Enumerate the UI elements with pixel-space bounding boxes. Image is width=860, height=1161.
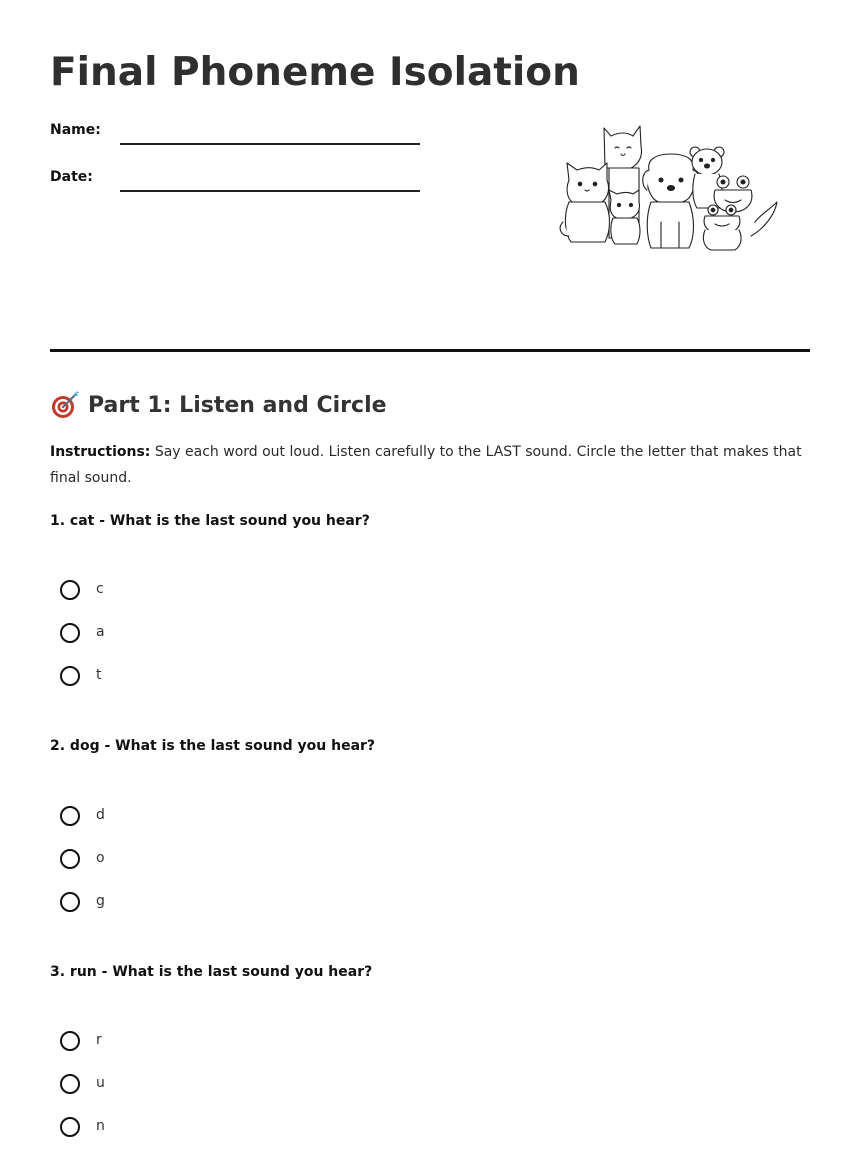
option-label: c [96,581,104,597]
question-2-option-o[interactable] [60,845,105,871]
question-2-option-d[interactable] [60,802,105,828]
date-label: Date: [50,169,93,185]
radio-circle[interactable] [60,623,80,643]
question-3-option-r[interactable] [60,1027,102,1053]
radio-circle[interactable] [60,1031,80,1051]
option-label: t [96,667,102,683]
option-label: a [96,624,105,640]
page-title: Final Phoneme Isolation [50,50,580,95]
radio-circle[interactable] [60,1117,80,1137]
question-2: 2. dog - What is the last sound you hear? [50,738,376,754]
radio-circle[interactable] [60,892,80,912]
part1-heading-text: Part 1: Listen and Circle [88,392,387,418]
question-1: 1. cat - What is the last sound you hear? [50,513,370,529]
instructions [50,439,810,491]
instructions-text: Say each word out loud. Listen carefully to the LAST sound. Circle the letter that makes that final sound. [50,444,802,486]
question-1-option-c[interactable] [60,576,104,602]
question-3: 3. run - What is the last sound you hear? [50,964,373,980]
name-field[interactable] [120,143,420,145]
part1-heading [50,390,387,420]
target-dart-icon [50,390,80,420]
radio-circle[interactable] [60,1074,80,1094]
option-label: n [96,1118,105,1134]
question-1-option-t[interactable] [60,662,102,688]
question-3-option-n[interactable] [60,1113,105,1139]
instructions-label: Instructions: [50,444,151,460]
name-label: Name: [50,122,101,138]
option-label: o [96,850,105,866]
question-1-option-a[interactable] [60,619,105,645]
date-field[interactable] [120,190,420,192]
option-label: r [96,1032,102,1048]
option-label: u [96,1075,105,1091]
radio-circle[interactable] [60,580,80,600]
radio-circle[interactable] [60,666,80,686]
question-3-option-u[interactable] [60,1070,105,1096]
animals-illustration [555,118,785,254]
radio-circle[interactable] [60,806,80,826]
option-label: g [96,893,105,909]
question-2-option-g[interactable] [60,888,105,914]
option-label: d [96,807,105,823]
section-divider [50,349,810,352]
radio-circle[interactable] [60,849,80,869]
